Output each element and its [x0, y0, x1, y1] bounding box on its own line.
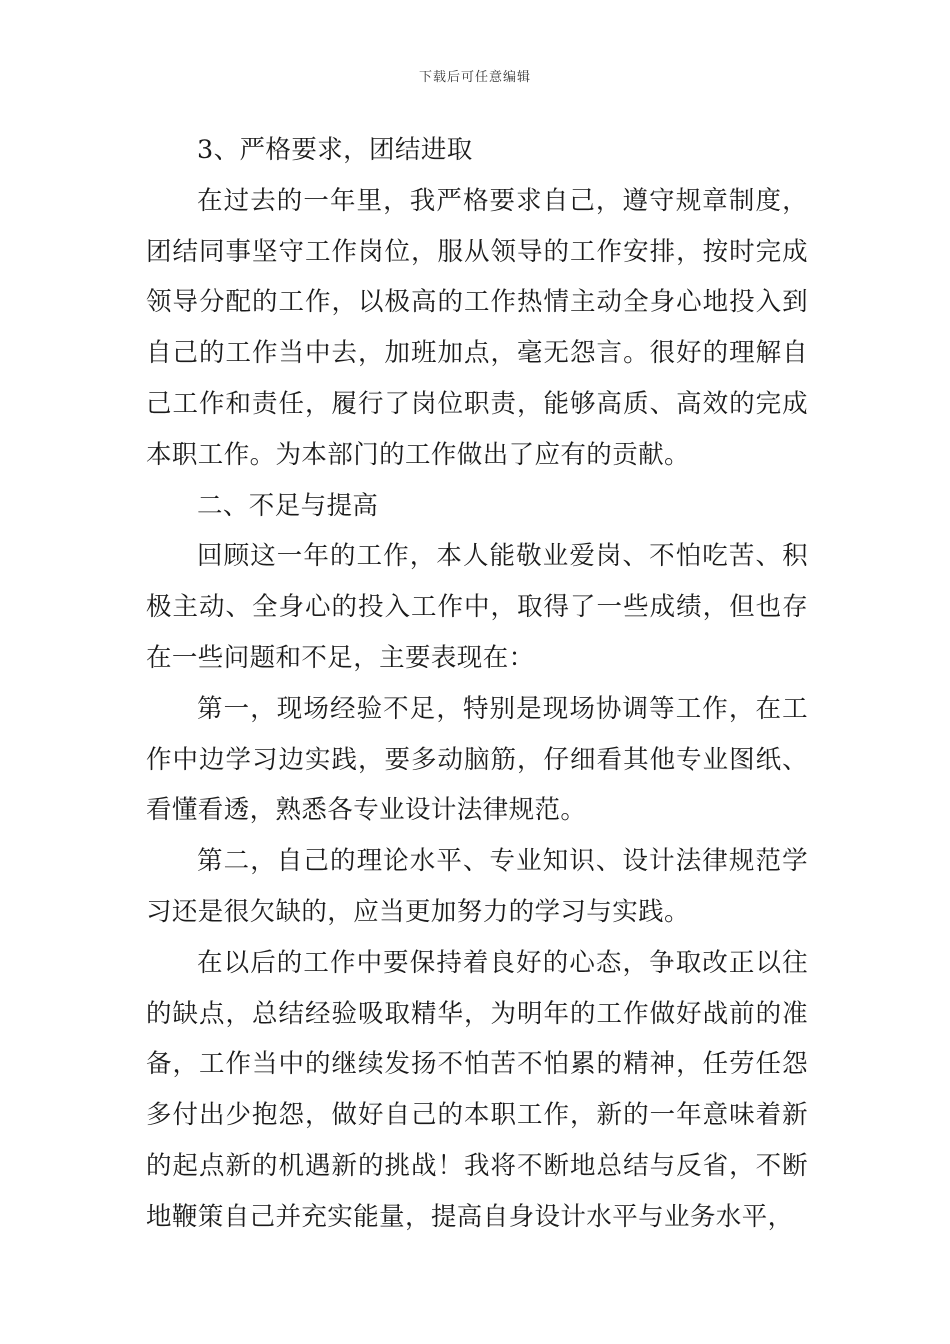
- document-body: [146, 125, 808, 1243]
- paragraph-review: 回顾这一年的工作，本人能敬业爱岗、不怕吃苦、积极主动、全身心的投入工作中，取得了一些成绩，但也存在一些问题和不足，主要表现在：: [146, 541, 808, 673]
- paragraph-first-point: 第一，现场经验不足，特别是现场协调等工作，在工作中边学习边实践，要多动脑筋，仔细看其他专业图纸、看懂看透，熟悉各专业设计法律规范。: [146, 693, 808, 826]
- page-header-note: 下载后可任意编辑: [418, 70, 531, 85]
- paragraph-future-work: 在以后的工作中要保持着良好的心态，争取改正以往的缺点，总结经验吸取精华，为明年的工作做好战前的准备，工作当中的继续发扬不怕苦不怕累的精神，任劳任怨多付出少抱怨，做好自己的本职工作，新的一年意味着新的起点新的机遇新的挑战！我将不断地总结与反省，不断地鞭策自己并充实能量，提高自身设计水平与业务水平，: [146, 947, 808, 1232]
- section-heading-strict-requirements: 3、严格要求，团结进取: [197, 135, 473, 165]
- paragraph-past-year: 在过去的一年里，我严格要求自己，遵守规章制度，团结同事坚守工作岗位，服从领导的工作安排，按时完成领导分配的工作，以极高的工作热情主动全身心地投入到自己的工作当中去，加班加点，毫无怨言。很好的理解自己工作和责任，履行了岗位职责，能够高质、高效的完成本职工作。为本部门的工作做出了应有的贡献。: [146, 185, 808, 470]
- paragraph-second-point: 第二，自己的理论水平、专业知识、设计法律规范学习还是很欠缺的，应当更加努力的学习与实践。: [146, 846, 808, 927]
- section-heading-shortcomings: 二、不足与提高: [197, 490, 379, 521]
